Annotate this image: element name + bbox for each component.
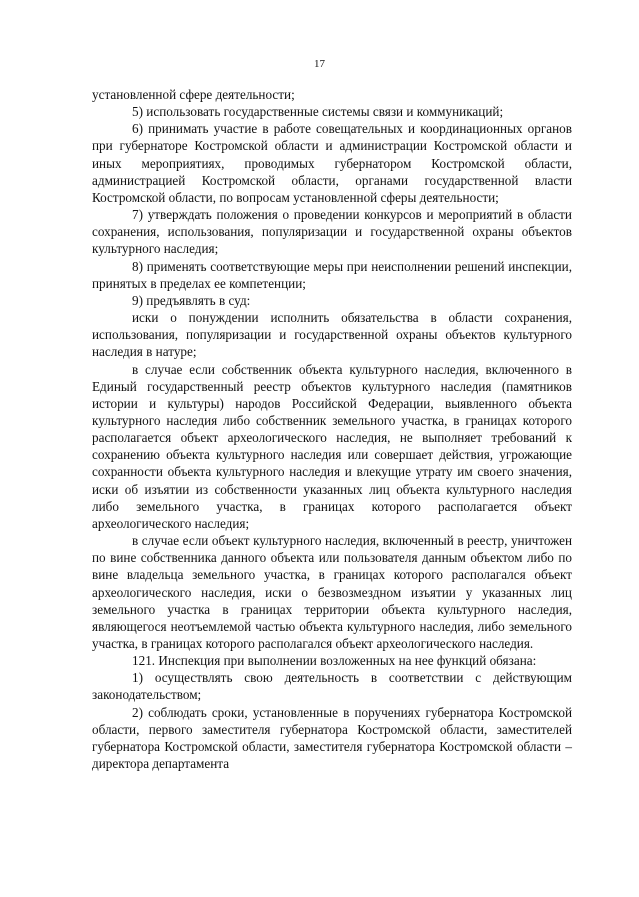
paragraph-item-6: 6) принимать участие в работе совещательных и координационных органов при губернаторе Костромской области и администрации Костромской области и иных мероприятиях, проводимых губернатором Костромской области, администрацией Костромской области, органами государственной власти Костромской области, по вопросам установленной сферы деятельности; (92, 121, 572, 205)
paragraph-item-7: 7) утверждать положения о проведении конкурсов и мероприятий в области сохранения, использования, популяризации и государственной охраны объектов культурного наследия; (92, 207, 572, 257)
paragraph-duty-1: 1) осуществлять свою деятельность в соответствии с действующим законодательством; (92, 670, 572, 703)
paragraph-continuation: установленной сфере деятельности; (92, 87, 295, 102)
paragraph-lawsuit-destroyed: в случае если объект культурного наследия, включенный в реестр, уничтожен по вине собственника данного объекта или пользователя данным объектом либо по вине владельца земельного участка, в границах которого располагался объект археологического наследия, иски о безвозмездном изъятии у указанных лиц земельного участка в границах территории объекта культурного наследия, являющегося неотъемлемой частью объекта культурного наследия, либо земельного участка, в границах которого располагался объект археологического наследия. (92, 533, 572, 651)
paragraph-lawsuit-seizure: в случае если собственник объекта культурного наследия, включенного в Единый государственный реестр объектов культурного наследия (памятников истории и культуры) народов Российской Федерации, выявленного объекта культурного наследия либо собственник земельного участка, в границах которого располагается объект археологического наследия, не выполняет требований к сохранению объекта культурного наследия или совершает действия, угрожающие сохранности объекта культурного наследия и влекущие утрату им своего значения, иски об изъятии из собственности указанных лиц объекта культурного наследия либо земельного участка, в границах которого располагается объект археологического наследия; (92, 361, 572, 531)
paragraph-lawsuit-obligations: иски о понуждении исполнить обязательства в области сохранения, использования, популяризации и государственной охраны объектов культурного наследия в натуре; (92, 310, 572, 360)
paragraph-item-9: 9) предъявлять в суд: (132, 292, 251, 308)
document-body (92, 86, 572, 772)
page-number: 17 (314, 58, 325, 70)
paragraph-item-8: 8) применять соответствующие меры при неисполнении решений инспекции, принятых в пределах ее компетенции; (92, 258, 572, 291)
paragraph-duty-2: 2) соблюдать сроки, установленные в поручениях губернатора Костромской области, первого заместителя губернатора Костромской области, заместителей губернатора Костромской области, заместителя губернатора Костромской области – директора департамента (92, 704, 572, 772)
paragraph-section-121: 121. Инспекция при выполнении возложенных на нее функций обязана: (132, 653, 537, 669)
paragraph-item-5: 5) использовать государственные системы связи и коммуникаций; (132, 104, 504, 120)
